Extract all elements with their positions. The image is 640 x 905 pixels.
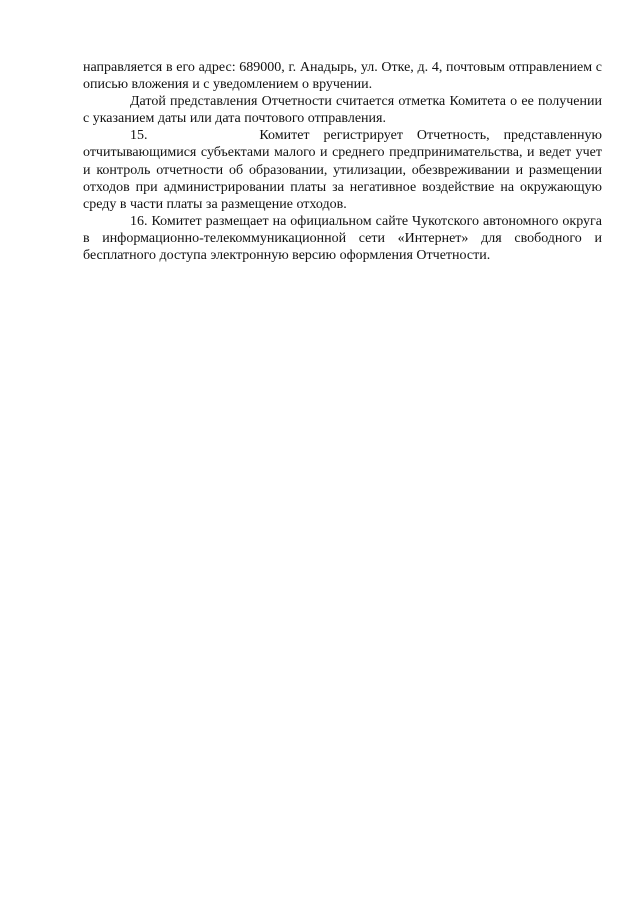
paragraph-submission-date: Датой представления Отчетности считается отметка Комитета о ее получении с указанием даты или дата почтового отправления. xyxy=(83,94,602,127)
paragraph-clause-15: 15. Комитет регистрирует Отчетность, представленную отчитывающимися субъектами малого и среднего предпринимательства, и ведет учет и контроль отчетности об образовании, утилизации, обезвреживании и размещении отходов при администрировании платы за негативное воздействие на окружающую среду в части платы за размещение отходов. xyxy=(83,128,602,212)
document-body xyxy=(83,59,602,264)
paragraph-clause-16: 16. Комитет размещает на официальном сайте Чукотского автономного округа в информационно-телекоммуникационной сети «Интернет» для свободного и бесплатного доступа электронную версию оформления Отчетности. xyxy=(83,213,602,264)
paragraph-continuation: направляется в его адрес: 689000, г. Анадырь, ул. Отке, д. 4, почтовым отправлением с описью вложения и с уведомлением о вручении. xyxy=(83,60,602,93)
